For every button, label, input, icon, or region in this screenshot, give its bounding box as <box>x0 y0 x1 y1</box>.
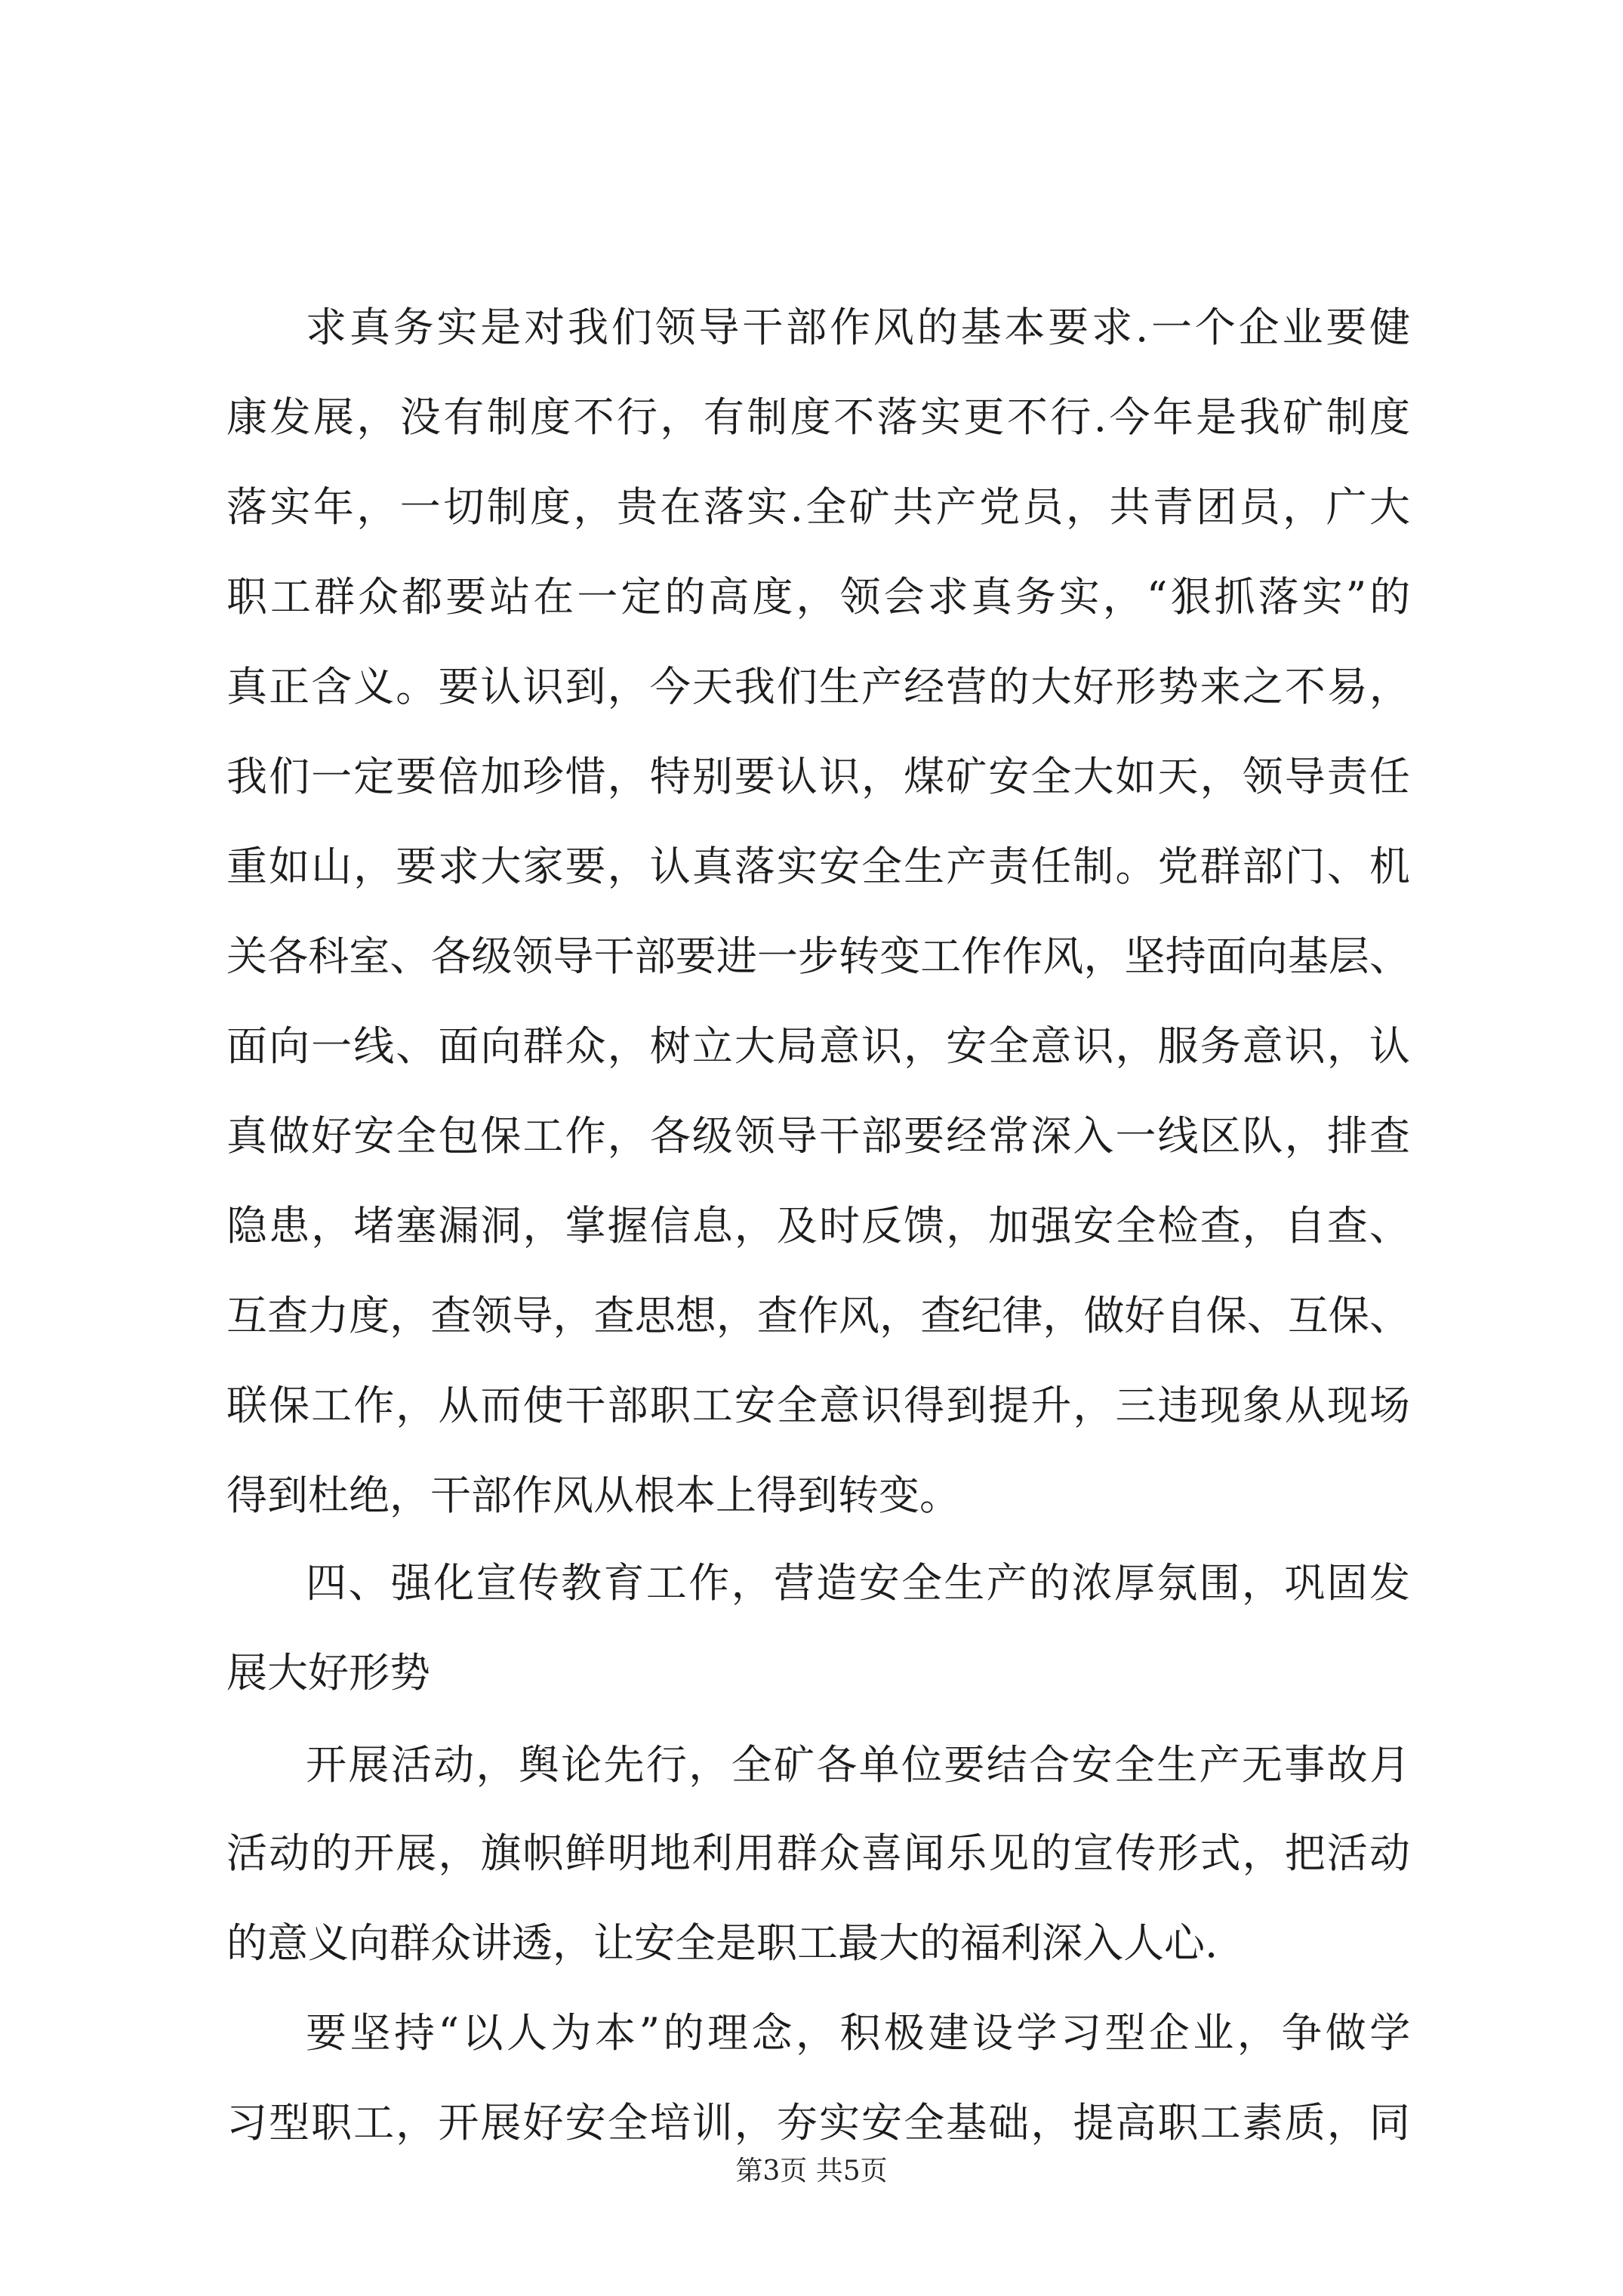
text-line-8: 关各科室、各级领导干部要进一步转变工作作风，坚持面向基层、 <box>226 932 1411 980</box>
text-line-6: 我们一定要倍加珍惜，特别要认识，煤矿安全大如天，领导责任 <box>226 753 1412 800</box>
text-line-19: 的意义向群众讲透，让安全是职工最大的福利深入人心. <box>226 1919 1218 1967</box>
text-line-9: 面向一线、面向群众，树立大局意识，安全意识，服务意识，认 <box>226 1022 1412 1070</box>
text-line-17: 开展活动，舆论先行，全矿各单位要结合安全生产无事故月 <box>306 1741 1412 1789</box>
text-line-21: 习型职工，开展好安全培训，夯实安全基础，提高职工素质，同 <box>226 2099 1412 2147</box>
text-line-1: 求真务实是对我们领导干部作风的基本要求.一个企业要健 <box>306 304 1414 351</box>
page-footer: 第3页 共5页 <box>735 2156 888 2187</box>
text-line-5: 真正含义。要认识到，今天我们生产经营的大好形势来之不易， <box>226 663 1412 710</box>
text-line-13: 联保工作，从而使干部职工安全意识得到提升，三违现象从现场 <box>226 1382 1412 1429</box>
text-line-11: 隐患，堵塞漏洞，掌握信息，及时反馈，加强安全检查，自查、 <box>226 1202 1412 1250</box>
text-line-14: 得到杜绝，干部作风从根本上得到转变。 <box>226 1472 960 1519</box>
text-line-12: 互查力度，查领导，查思想，查作风，查纪律，做好自保、互保、 <box>226 1292 1411 1339</box>
text-line-7: 重如山，要求大家要，认真落实安全生产责任制。党群部门、机 <box>226 843 1412 890</box>
section-heading-line-2: 展大好形势 <box>226 1649 430 1697</box>
text-line-4: 职工群众都要站在一定的高度，领会求真务实，“狠抓落实”的 <box>226 573 1414 621</box>
text-line-10: 真做好安全包保工作，各级领导干部要经常深入一线区队，排查 <box>226 1112 1412 1160</box>
text-line-2: 康发展，没有制度不行，有制度不落实更不行.今年是我矿制度 <box>226 393 1413 441</box>
text-line-18: 活动的开展，旗帜鲜明地利用群众喜闻乐见的宣传形式，把活动 <box>226 1829 1412 1877</box>
text-line-20: 要坚持“以人为本”的理念，积极建设学习型企业，争做学 <box>306 2009 1414 2057</box>
text-line-3: 落实年，一切制度，贵在落实.全矿共产党员，共青团员，广大 <box>226 483 1413 531</box>
section-heading-line-1: 四、强化宣传教育工作，营造安全生产的浓厚氛围，巩固发 <box>306 1559 1412 1607</box>
